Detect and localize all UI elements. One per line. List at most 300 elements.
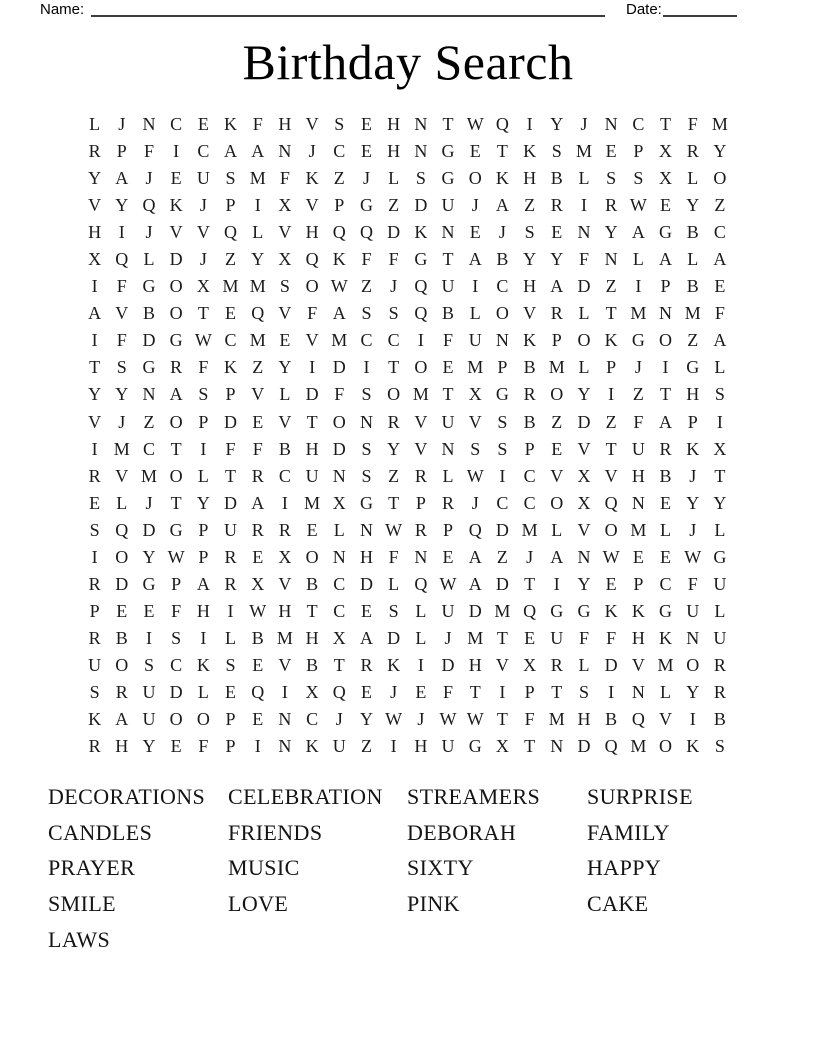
grid-letter: Z xyxy=(225,249,237,270)
grid-letter: V xyxy=(278,303,292,324)
grid-letter: J xyxy=(390,682,398,702)
grid-letter: M xyxy=(467,357,484,378)
grid-letter: E xyxy=(360,141,372,162)
grid-letter: G xyxy=(686,357,700,378)
grid-letter: I xyxy=(227,600,234,621)
grid-letter: N xyxy=(495,330,509,351)
grid-letter: F xyxy=(116,330,127,351)
grid-letter: W xyxy=(249,600,267,621)
grid-letter: V xyxy=(414,438,428,459)
grid-letter: C xyxy=(659,573,672,594)
name-blank-line xyxy=(91,0,605,17)
grid-letter: X xyxy=(523,654,537,675)
grid-letter: K xyxy=(604,600,618,621)
grid-letter: U xyxy=(441,276,455,297)
grid-letter: Y xyxy=(196,492,210,513)
grid-letter: D xyxy=(169,249,183,270)
grid-letter: E xyxy=(116,600,128,621)
grid-letter: V xyxy=(659,709,673,730)
grid-letter: R xyxy=(686,141,699,162)
grid-letter: R xyxy=(523,384,536,405)
word-list-column xyxy=(48,779,228,958)
word-item: SURPRISE xyxy=(587,784,693,809)
grid-letter: Y xyxy=(713,141,727,162)
grid-letter: R xyxy=(387,411,400,432)
grid-letter: L xyxy=(388,168,400,189)
grid-letter: G xyxy=(142,357,156,378)
grid-letter: P xyxy=(415,492,426,513)
grid-letter: M xyxy=(575,141,592,162)
grid-letter: X xyxy=(659,168,673,189)
grid-letter: V xyxy=(88,195,102,216)
grid-letter: W xyxy=(466,465,484,486)
grid-letter: P xyxy=(443,519,454,540)
grid-letter: X xyxy=(468,384,482,405)
grid-letter: J xyxy=(417,709,425,730)
grid-letter: X xyxy=(332,492,346,513)
grid-letter: X xyxy=(278,546,292,567)
grid-letter: Q xyxy=(414,303,428,324)
grid-letter: L xyxy=(197,465,209,486)
grid-letter: T xyxy=(496,627,508,648)
grid-letter: U xyxy=(142,709,156,730)
grid-letter: K xyxy=(604,330,618,351)
grid-letter: L xyxy=(89,114,101,135)
grid-letter: I xyxy=(91,438,98,459)
grid-letter: W xyxy=(684,546,702,567)
grid-letter: I xyxy=(390,736,397,757)
grid-letter: R xyxy=(224,573,237,594)
grid-letter: B xyxy=(659,465,672,486)
word-list-column xyxy=(407,779,587,958)
grid-letter: T xyxy=(388,357,400,378)
grid-letter: R xyxy=(414,465,427,486)
grid-letter: V xyxy=(278,573,292,594)
grid-letter: U xyxy=(631,438,645,459)
grid-letter: C xyxy=(360,330,373,351)
grid-letter: U xyxy=(713,627,727,648)
grid-letter: A xyxy=(251,492,265,513)
grid-letter: I xyxy=(417,654,424,675)
grid-letter: P xyxy=(633,141,644,162)
grid-letter: H xyxy=(88,222,102,243)
grid-letter: E xyxy=(415,682,427,702)
grid-letter: O xyxy=(713,168,727,189)
grid-letter: D xyxy=(387,627,401,648)
grid-letter: I xyxy=(309,357,316,378)
grid-letter: N xyxy=(550,736,564,757)
grid-letter: O xyxy=(332,411,346,432)
grid-letter: D xyxy=(359,573,373,594)
grid-letter: T xyxy=(524,573,536,594)
grid-letter: Y xyxy=(713,492,727,513)
grid-letter: T xyxy=(714,465,726,486)
grid-letter: D xyxy=(169,682,183,702)
grid-letter: Z xyxy=(687,330,699,351)
grid-letter: C xyxy=(197,141,210,162)
grid-letter: E xyxy=(660,195,672,216)
grid-letter: A xyxy=(550,276,564,297)
grid-letter: L xyxy=(578,654,590,675)
grid-letter: X xyxy=(577,465,591,486)
grid-letter: Q xyxy=(251,682,265,702)
grid-letter: C xyxy=(496,492,509,513)
grid-letter: N xyxy=(631,492,645,513)
grid-letter: C xyxy=(632,114,645,135)
grid-letter: H xyxy=(577,709,591,730)
grid-letter: H xyxy=(305,222,319,243)
grid-letter: P xyxy=(633,573,644,594)
grid-letter: Y xyxy=(577,573,591,594)
grid-letter: A xyxy=(88,303,102,324)
grid-letter: Y xyxy=(686,492,700,513)
grid-letter: D xyxy=(441,654,455,675)
grid-letter: M xyxy=(249,276,266,297)
grid-letter: P xyxy=(225,384,236,405)
grid-letter: S xyxy=(334,114,345,135)
grid-letter: R xyxy=(360,654,373,675)
grid-letter: S xyxy=(551,141,562,162)
grid-letter: O xyxy=(659,736,673,757)
grid-letter: E xyxy=(170,168,182,189)
grid-letter: F xyxy=(578,249,589,270)
grid-letter: C xyxy=(224,330,237,351)
grid-letter: I xyxy=(173,141,180,162)
grid-letter: T xyxy=(496,709,508,730)
grid-letter: E xyxy=(360,600,372,621)
grid-letter: M xyxy=(521,519,538,540)
grid-letter: T xyxy=(89,357,101,378)
grid-letter: Q xyxy=(604,492,618,513)
grid-letter: H xyxy=(278,600,292,621)
grid-letter: D xyxy=(495,519,509,540)
grid-letter: G xyxy=(142,276,156,297)
grid-letter: S xyxy=(497,411,508,432)
grid-letter: K xyxy=(659,627,673,648)
grid-letter: F xyxy=(687,573,698,594)
grid-letter: S xyxy=(361,465,372,486)
grid-letter: X xyxy=(305,682,319,702)
grid-letter: N xyxy=(577,222,591,243)
grid-letter: E xyxy=(632,546,644,567)
grid-letter: D xyxy=(604,654,618,675)
grid-letter: Y xyxy=(686,682,700,702)
grid-letter: K xyxy=(305,168,319,189)
grid-letter: T xyxy=(442,249,454,270)
grid-letter: B xyxy=(251,627,264,648)
grid-letter: I xyxy=(254,195,261,216)
grid-letter: R xyxy=(278,519,291,540)
grid-letter: N xyxy=(142,384,156,405)
grid-letter: O xyxy=(169,465,183,486)
grid-letter: E xyxy=(225,682,237,702)
grid-letter: B xyxy=(306,654,319,675)
grid-letter: J xyxy=(308,141,316,162)
grid-letter: N xyxy=(278,709,292,730)
grid-letter: M xyxy=(412,384,429,405)
grid-letter: Y xyxy=(142,736,156,757)
grid-letter: C xyxy=(333,141,346,162)
grid-letter: Y xyxy=(278,357,292,378)
grid-letter: N xyxy=(441,438,455,459)
word-item: STREAMERS xyxy=(407,784,541,809)
grid-letter: I xyxy=(662,357,669,378)
grid-letter: D xyxy=(224,411,238,432)
grid-letter: Q xyxy=(414,573,428,594)
grid-letter: R xyxy=(659,438,672,459)
grid-letter: C xyxy=(306,709,319,730)
grid-letter: R xyxy=(88,627,101,648)
grid-letter: O xyxy=(169,411,183,432)
grid-letter: F xyxy=(578,627,589,648)
word-item: LAWS xyxy=(48,926,111,952)
grid-letter: T xyxy=(442,114,454,135)
grid-letter: O xyxy=(196,709,210,730)
page-title: Birthday Search xyxy=(242,34,574,90)
grid-letter: E xyxy=(143,600,155,621)
word-list xyxy=(48,779,767,958)
grid-letter: P xyxy=(116,141,127,162)
grid-letter: D xyxy=(115,573,129,594)
grid-letter: J xyxy=(390,276,398,297)
grid-letter: W xyxy=(602,546,620,567)
word-item: DEBORAH xyxy=(407,819,517,845)
grid-letter: T xyxy=(524,736,536,757)
grid-letter: D xyxy=(224,492,238,513)
grid-letter: E xyxy=(469,141,481,162)
grid-letter: P xyxy=(198,411,209,432)
grid-letter: B xyxy=(686,222,699,243)
grid-letter: S xyxy=(225,168,236,189)
grid-letter: N xyxy=(659,303,673,324)
grid-letter: D xyxy=(142,330,156,351)
grid-letter: Y xyxy=(604,222,618,243)
grid-letter: H xyxy=(305,438,319,459)
grid-letter: E xyxy=(225,303,237,324)
grid-letter: K xyxy=(88,709,102,730)
grid-letter: N xyxy=(604,114,618,135)
grid-letter: I xyxy=(499,465,506,486)
grid-letter: Y xyxy=(359,709,373,730)
grid-letter: K xyxy=(631,600,645,621)
grid-letter: V xyxy=(278,654,292,675)
grid-letter: Y xyxy=(523,249,537,270)
grid-letter: C xyxy=(170,114,183,135)
grid-letter: E xyxy=(252,654,264,675)
grid-letter: V xyxy=(604,465,618,486)
date-label: Date: xyxy=(626,1,662,18)
grid-letter: O xyxy=(387,384,401,405)
grid-letter: G xyxy=(169,330,183,351)
grid-letter: S xyxy=(225,654,236,675)
grid-letter: O xyxy=(169,276,183,297)
word-item: FRIENDS xyxy=(228,819,323,845)
grid-letter: O xyxy=(305,546,319,567)
grid-letter: M xyxy=(249,168,266,189)
grid-letter: A xyxy=(468,573,482,594)
grid-letter: O xyxy=(305,276,319,297)
grid-letter: M xyxy=(630,736,647,757)
grid-letter: I xyxy=(363,357,370,378)
grid-letter: C xyxy=(496,276,509,297)
grid-letter: Y xyxy=(577,384,591,405)
grid-letter: L xyxy=(388,573,400,594)
grid-letter: M xyxy=(548,357,565,378)
grid-letter: V xyxy=(468,411,482,432)
grid-letter: E xyxy=(252,709,264,730)
grid-letter: Z xyxy=(605,276,617,297)
grid-letter: W xyxy=(330,276,348,297)
grid-letter: E xyxy=(660,546,672,567)
grid-letter: E xyxy=(442,546,454,567)
grid-letter: O xyxy=(115,546,129,567)
grid-letter: C xyxy=(523,465,536,486)
grid-letter: W xyxy=(629,195,647,216)
grid-letter: F xyxy=(252,438,263,459)
grid-letter: X xyxy=(577,492,591,513)
grid-letter: M xyxy=(630,519,647,540)
grid-letter: W xyxy=(439,573,457,594)
grid-letter: G xyxy=(659,600,673,621)
grid-letter: E xyxy=(714,276,726,297)
grid-letter: I xyxy=(281,492,288,513)
grid-letter: Y xyxy=(550,114,564,135)
grid-letter: E xyxy=(551,438,563,459)
grid-letter: B xyxy=(442,303,455,324)
grid-letter: A xyxy=(659,411,673,432)
grid-letter: F xyxy=(388,546,399,567)
grid-letter: A xyxy=(550,546,564,567)
grid-letter: J xyxy=(526,546,534,567)
word-item: SIXTY xyxy=(407,855,474,881)
grid-letter: L xyxy=(660,519,672,540)
grid-letter: F xyxy=(361,249,372,270)
grid-letter: Q xyxy=(115,249,129,270)
grid-letter: M xyxy=(140,465,157,486)
grid-letter: Z xyxy=(388,195,400,216)
grid-letter: H xyxy=(523,168,537,189)
grid-letter: H xyxy=(278,114,292,135)
grid-letter: U xyxy=(196,168,210,189)
grid-letter: A xyxy=(196,573,210,594)
grid-letter: W xyxy=(439,709,457,730)
grid-letter: L xyxy=(551,519,563,540)
word-item: FAMILY xyxy=(587,819,670,845)
grid-letter: S xyxy=(388,303,399,324)
grid-letter: D xyxy=(577,411,591,432)
grid-letter: G xyxy=(631,330,645,351)
grid-letter: X xyxy=(495,736,509,757)
grid-letter: Q xyxy=(604,736,618,757)
grid-letter: Q xyxy=(414,276,428,297)
grid-letter: T xyxy=(170,438,182,459)
grid-letter: H xyxy=(468,654,482,675)
grid-letter: R xyxy=(550,303,563,324)
grid-letter: Y xyxy=(88,384,102,405)
grid-letter: J xyxy=(689,465,697,486)
grid-letter: K xyxy=(224,114,238,135)
grid-letter: K xyxy=(523,330,537,351)
word-item: DECORATIONS xyxy=(48,784,206,809)
grid-letter: M xyxy=(657,654,674,675)
grid-letter: U xyxy=(441,195,455,216)
grid-letter: O xyxy=(169,303,183,324)
grid-letter: A xyxy=(251,141,265,162)
grid-letter: F xyxy=(171,600,182,621)
grid-letter: V xyxy=(577,438,591,459)
grid-letter: Y xyxy=(115,195,129,216)
grid-letter: Q xyxy=(224,222,238,243)
grid-letter: J xyxy=(199,195,207,216)
grid-letter: L xyxy=(415,600,427,621)
grid-letter: A xyxy=(468,249,482,270)
grid-letter: B xyxy=(115,627,128,648)
grid-letter: P xyxy=(198,546,209,567)
grid-letter: Z xyxy=(252,357,264,378)
grid-letter: A xyxy=(713,330,727,351)
grid-letter: F xyxy=(198,736,209,757)
grid-letter: C xyxy=(333,600,346,621)
grid-letter: V xyxy=(196,222,210,243)
grid-letter: N xyxy=(359,411,373,432)
grid-letter: P xyxy=(225,195,236,216)
grid-letter: A xyxy=(224,141,238,162)
grid-letter: H xyxy=(631,465,645,486)
grid-letter: G xyxy=(550,600,564,621)
grid-letter: I xyxy=(200,438,207,459)
grid-letter: Q xyxy=(142,195,156,216)
grid-letter: U xyxy=(441,600,455,621)
grid-letter: K xyxy=(332,249,346,270)
grid-letter: U xyxy=(305,465,319,486)
grid-letter: R xyxy=(605,195,618,216)
name-label: Name: xyxy=(40,1,85,18)
grid-letter: Y xyxy=(142,546,156,567)
grid-letter: G xyxy=(441,141,455,162)
grid-letter: G xyxy=(359,195,373,216)
grid-letter: P xyxy=(551,330,562,351)
grid-letter: E xyxy=(252,546,264,567)
grid-letter: F xyxy=(524,709,535,730)
grid-letter: L xyxy=(687,168,699,189)
grid-letter: G xyxy=(577,600,591,621)
grid-letter: R xyxy=(115,682,128,702)
grid-letter: Y xyxy=(550,249,564,270)
grid-letter: P xyxy=(89,600,100,621)
grid-letter: Z xyxy=(496,546,508,567)
grid-letter: S xyxy=(361,303,372,324)
grid-letter: I xyxy=(91,330,98,351)
grid-letter: F xyxy=(606,627,617,648)
grid-letter: F xyxy=(388,249,399,270)
grid-letter: S xyxy=(633,168,644,189)
word-item: LOVE xyxy=(228,891,289,917)
grid-letter: E xyxy=(605,141,617,162)
grid-letter: J xyxy=(145,222,153,243)
grid-letter: G xyxy=(468,736,482,757)
grid-letter: S xyxy=(361,384,372,405)
grid-letter: I xyxy=(91,546,98,567)
grid-letter: L xyxy=(143,249,155,270)
grid-letter: N xyxy=(577,546,591,567)
grid-letter: H xyxy=(387,141,401,162)
grid-letter: Q xyxy=(631,709,645,730)
grid-letter: K xyxy=(196,654,210,675)
grid-letter: F xyxy=(443,330,454,351)
grid-letter: B xyxy=(713,709,726,730)
grid-letter: B xyxy=(496,249,509,270)
grid-letter: J xyxy=(335,709,343,730)
